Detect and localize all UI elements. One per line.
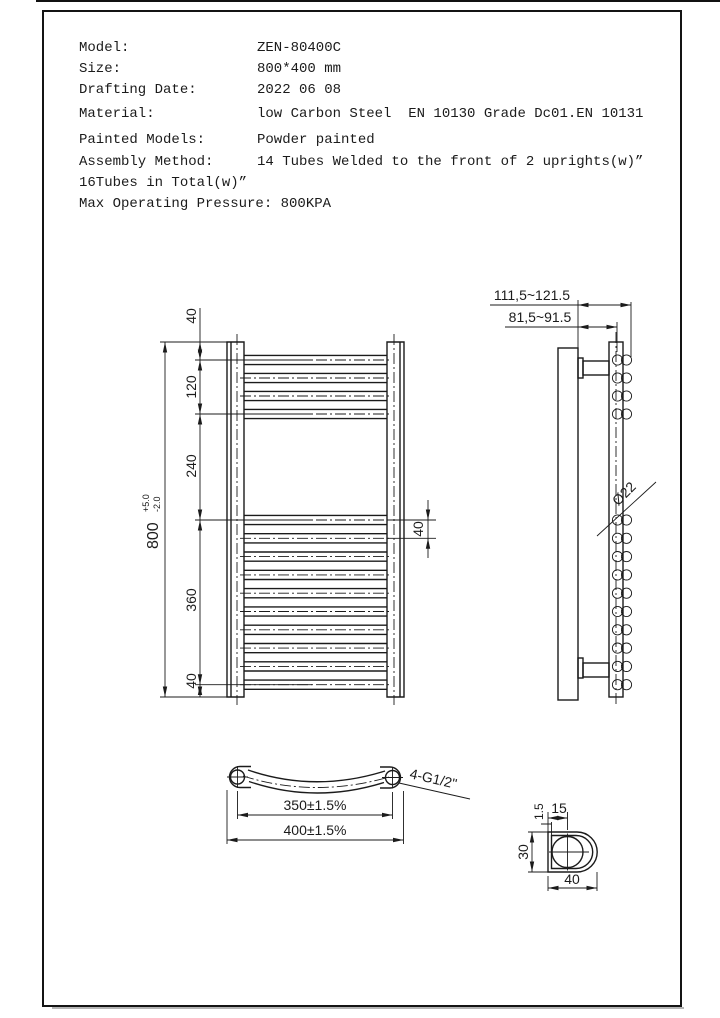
dim-text: 800 xyxy=(145,522,162,549)
front-dims xyxy=(141,308,436,697)
spec-pressure: Max Operating Pressure: 800KPA xyxy=(79,196,332,212)
connections-label: 4-G1/2" xyxy=(408,765,459,792)
seg-upper-dim: 120 xyxy=(183,375,199,399)
spec-value: low Carbon Steel EN 10130 Grade Dc01.EN 10131 xyxy=(257,106,644,122)
tolerance-minus: -2.0 xyxy=(152,496,162,512)
spec-note: 16Tubes in Total(w)” xyxy=(79,175,248,191)
spec-label: Drafting Date: xyxy=(79,82,197,98)
spec-label: Assembly Method: xyxy=(79,154,214,170)
pipe-centres-dim: 350±1.5% xyxy=(283,797,347,813)
right-upright xyxy=(387,334,404,705)
seg-lower-dim: 360 xyxy=(183,588,199,612)
spec-value: 2022 06 08 xyxy=(257,82,342,98)
spec-value: 800*400 mm xyxy=(257,61,342,77)
plan-dims xyxy=(227,765,470,844)
spec-label: Material: xyxy=(79,106,155,122)
spec-label: Size: xyxy=(79,61,122,77)
height-dim: 30 xyxy=(515,844,531,860)
seg-top-dim: 40 xyxy=(183,308,199,324)
front-view xyxy=(141,308,436,705)
spec-value: ZEN-80400C xyxy=(257,40,342,56)
plan-view xyxy=(227,765,470,844)
depth-total-dim: 111,5~121.5 xyxy=(493,287,571,303)
overall-width-dim: 400±1.5% xyxy=(283,822,347,838)
detail-view xyxy=(515,800,597,891)
bottom-bracket xyxy=(578,658,609,678)
overall-height-dim xyxy=(141,494,162,549)
right-fitting xyxy=(380,767,403,789)
detail-dims xyxy=(515,800,597,891)
spec-value: Powder painted xyxy=(257,132,375,148)
wall xyxy=(558,348,578,700)
side-view xyxy=(490,287,656,707)
seg-middle-dim: 240 xyxy=(183,454,199,478)
depth-bracket-dim: 81,5~91.5 xyxy=(508,309,572,325)
width-dim: 40 xyxy=(564,871,580,887)
left-upright xyxy=(227,334,244,705)
spec-label: Model: xyxy=(79,40,130,56)
tube-ends xyxy=(612,355,631,690)
offset-dim: 15 xyxy=(551,800,567,816)
spec-label: Painted Models: xyxy=(79,132,206,148)
tolerance-plus: +5.0 xyxy=(141,494,151,512)
tube-pitch-dim: 40 xyxy=(410,521,426,537)
wall-thickness-dim: 1.5 xyxy=(532,803,546,820)
seg-bottom-dim: 40 xyxy=(183,673,199,689)
tube-diameter-dim: Ø22 xyxy=(608,478,639,509)
top-bracket xyxy=(578,358,609,378)
crosshair xyxy=(549,834,589,871)
curved-tube xyxy=(243,770,389,793)
tube-array xyxy=(240,355,391,689)
spec-value: 14 Tubes Welded to the front of 2 uprights(w)” xyxy=(257,154,644,170)
